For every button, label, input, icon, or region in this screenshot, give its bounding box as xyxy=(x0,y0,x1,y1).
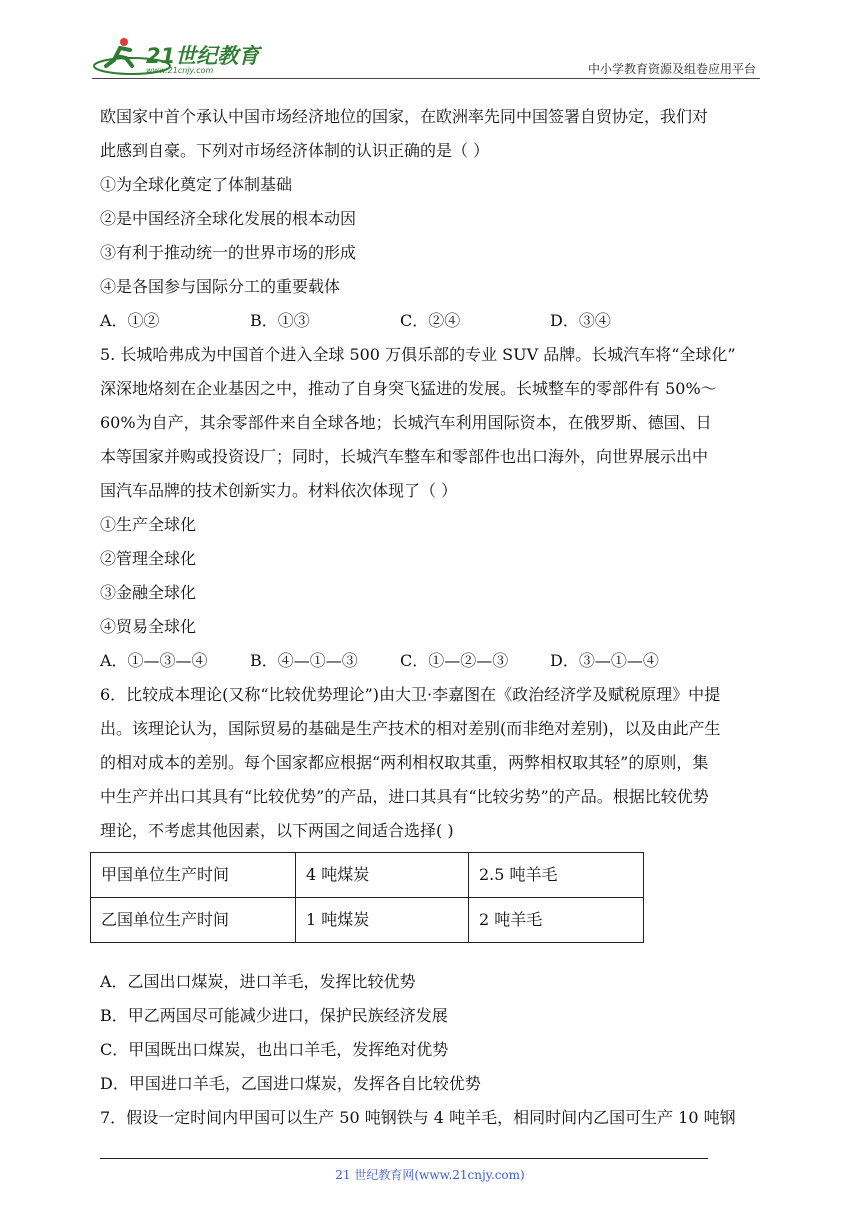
option-a: A．①—③—④ xyxy=(100,651,208,670)
option-c: C．甲国既出口煤炭，也出口羊毛，发挥绝对优势 xyxy=(100,1040,449,1059)
logo-url: www.21cnjy.com xyxy=(146,66,214,75)
header-platform-name: 中小学教育资源及组卷应用平台 xyxy=(587,62,756,76)
answer-options xyxy=(100,644,766,678)
statement-item: ①为全球化奠定了体制基础 xyxy=(100,175,293,194)
statement-item: ④贸易全球化 xyxy=(100,617,197,636)
comparison-table xyxy=(90,852,644,943)
table-cell: 1 吨煤炭 xyxy=(296,898,469,943)
option-d: D．甲国进口羊毛，乙国进口煤炭，发挥各自比较优势 xyxy=(100,1074,481,1093)
question-7-line: 7．假设一定时间内甲国可以生产 50 吨钢铁与 4 吨羊毛，相同时间内乙国可生产 10 吨钢 xyxy=(100,1108,736,1127)
table-row xyxy=(91,853,644,898)
option-b: B．①③ xyxy=(250,311,310,330)
option-c: C．②④ xyxy=(400,311,461,330)
question-5-line: 深深地烙刻在企业基因之中，推动了自身突飞猛进的发展。长城整车的零部件有 50%～ xyxy=(100,379,717,398)
statement-item: ②管理全球化 xyxy=(100,549,197,568)
footer-divider xyxy=(100,1158,708,1159)
question-6-line: 理论，不考虑其他因素，以下两国之间适合选择( ) xyxy=(100,821,454,840)
statement-item: ①生产全球化 xyxy=(100,515,197,534)
question-6-line: 6．比较成本理论(又称“比较优势理论”)由大卫·李嘉图在《政治经济学及赋税原理》中提 xyxy=(100,685,721,704)
footer-text: 21 世纪教育网(www.21cnjy.com) xyxy=(335,1168,525,1182)
question-6-line: 中生产并出口其具有“比较优势”的产品，进口其具有“比较劣势”的产品。根据比较优势 xyxy=(100,787,709,806)
table-cell: 2 吨羊毛 xyxy=(469,898,644,943)
option-d: D．③—①—④ xyxy=(550,651,659,670)
table-cell: 2.5 吨羊毛 xyxy=(469,853,644,898)
question-5-line: 本等国家并购或投资设厂；同时，长城汽车整车和零部件也出口海外，向世界展示出中 xyxy=(100,447,709,466)
statement-item: ②是中国经济全球化发展的根本动因 xyxy=(100,209,357,228)
option-c: C．①—②—③ xyxy=(400,651,509,670)
statement-item: ③金融全球化 xyxy=(100,583,197,602)
table-cell: 4 吨煤炭 xyxy=(296,853,469,898)
table-cell: 甲国单位生产时间 xyxy=(91,853,296,898)
header-divider xyxy=(92,78,760,79)
option-b: B．④—①—③ xyxy=(250,651,358,670)
option-a: A．乙国出口煤炭，进口羊毛，发挥比较优势 xyxy=(100,972,416,991)
text-line: 欧国家中首个承认中国市场经济地位的国家，在欧洲率先同中国签署自贸协定，我们对 xyxy=(100,107,709,126)
question-6-line: 的相对成本的差别。每个国家都应根据“两利相权取其重，两弊相权取其轻”的原则，集 xyxy=(100,753,709,772)
option-a: A．①② xyxy=(100,311,160,330)
option-b: B．甲乙两国尽可能减少进口，保护民族经济发展 xyxy=(100,1006,448,1025)
option-d: D．③④ xyxy=(550,311,611,330)
answer-options xyxy=(100,304,766,338)
question-5-line: 60%为自产，其余零部件来自全球各地；长城汽车利用国际资本，在俄罗斯、德国、日 xyxy=(100,413,712,432)
question-5-line: 5. 长城哈弗成为中国首个进入全球 500 万俱乐部的专业 SUV 品牌。长城汽车将“全球化” xyxy=(100,345,736,364)
table-row xyxy=(91,898,644,943)
page-header xyxy=(0,0,860,80)
text-line: 此感到自豪。下列对市场经济体制的认识正确的是（ ） xyxy=(100,141,490,160)
document-body xyxy=(100,100,766,1135)
table-cell: 乙国单位生产时间 xyxy=(91,898,296,943)
statement-item: ④是各国参与国际分工的重要载体 xyxy=(100,277,341,296)
question-6-line: 出。该理论认为，国际贸易的基础是生产技术的相对差别(而非绝对差别)，以及由此产生 xyxy=(100,719,721,738)
logo-text: 21世纪教育 xyxy=(146,44,260,68)
statement-item: ③有利于推动统一的世界市场的形成 xyxy=(100,243,357,262)
question-5-line: 国汽车品牌的技术创新实力。材料依次体现了（ ） xyxy=(100,481,458,500)
